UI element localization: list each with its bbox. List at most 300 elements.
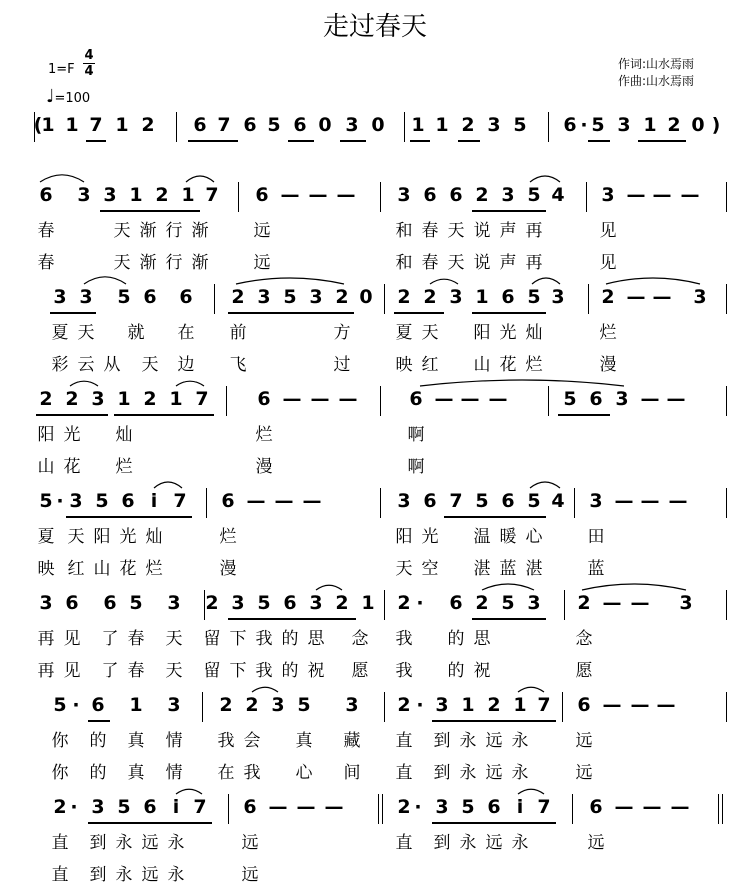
lyric-verse-2: 春: [127, 661, 145, 681]
note: —: [282, 388, 302, 410]
note: —: [602, 694, 622, 716]
lyric-verse-1: 春: [37, 221, 55, 241]
note: 6: [65, 592, 79, 614]
lyric-verse-1: 永: [459, 731, 477, 751]
note: 2: [155, 184, 169, 206]
slur-arc: [154, 476, 182, 490]
bar-line: [726, 488, 727, 518]
note: 1: [181, 184, 195, 206]
lyric-verse-1: 阳: [395, 527, 413, 547]
note: 3: [309, 592, 323, 614]
lyric-verse-1: 和: [395, 221, 413, 241]
meter-bottom: 4: [84, 64, 94, 79]
note: i: [150, 490, 158, 512]
note: 3: [435, 694, 449, 716]
lyric-verse-2: 天: [395, 559, 413, 579]
lyric-verse-2: 的: [447, 661, 465, 681]
slur-arc: [236, 272, 344, 286]
lyric-verse-2: 情: [165, 763, 183, 783]
note: 5: [527, 184, 541, 206]
lyric-verse-1: 光: [499, 323, 517, 343]
note: ): [711, 114, 721, 136]
lyric-verse-1: 的: [89, 731, 107, 751]
note: 6: [423, 490, 437, 512]
lyric-verse-1: 天: [165, 629, 183, 649]
slur-arc: [186, 170, 214, 184]
note: 3: [79, 286, 93, 308]
bar-line: [228, 794, 229, 824]
lyric-verse-2: 心: [295, 763, 313, 783]
beat-underline: [88, 822, 212, 824]
note: —: [668, 490, 688, 512]
lyric-verse-2: 渐: [139, 253, 157, 273]
lyric-verse-2: 在: [217, 763, 235, 783]
lyric-verse-2: 你: [51, 763, 69, 783]
lyric-verse-2: 真: [127, 763, 145, 783]
bar-line: [548, 386, 549, 416]
beat-underline: [394, 312, 444, 314]
note: —: [460, 388, 480, 410]
lyric-verse-1: 远: [575, 731, 593, 751]
lyric-verse-2: 见: [63, 661, 81, 681]
lyric-verse-2: 烂: [145, 559, 163, 579]
note: —: [652, 286, 672, 308]
note: 6: [487, 796, 501, 818]
note: 2: [397, 286, 411, 308]
note: —: [488, 388, 508, 410]
beat-underline: [472, 618, 546, 620]
lyric-verse-2: 漫: [255, 457, 273, 477]
note: 2: [245, 694, 259, 716]
bar-line: [726, 284, 727, 314]
lyric-verse-2: 留: [203, 661, 221, 681]
note: 2: [475, 184, 489, 206]
lyric-verse-2: 映: [395, 355, 413, 375]
note: 6: [293, 114, 307, 136]
lyric-verse-2: 云: [77, 355, 95, 375]
slur-arc: [518, 680, 544, 694]
beat-underline: [88, 720, 110, 722]
lyric-verse-1: 天: [113, 221, 131, 241]
note: ·: [414, 796, 422, 818]
note: 1: [643, 114, 657, 136]
note: 3: [551, 286, 565, 308]
note: 6: [39, 184, 53, 206]
bar-line: [384, 692, 385, 722]
note: ·: [416, 694, 424, 716]
lyric-verse-1: 方: [333, 323, 351, 343]
lyric-verse-2: 见: [599, 253, 617, 273]
note: 6: [91, 694, 105, 716]
lyric-verse-2: 下: [229, 661, 247, 681]
beat-underline: [638, 140, 686, 142]
note: 5: [257, 592, 271, 614]
lyric-verse-2: 到: [89, 865, 107, 885]
note: 1: [129, 184, 143, 206]
lyric-verse-1: 到: [89, 833, 107, 853]
bar-line: [586, 182, 587, 212]
lyric-verse-2: 蓝: [499, 559, 517, 579]
slur-arc: [530, 476, 560, 490]
note: —: [434, 388, 454, 410]
bar-line: [380, 386, 381, 416]
lyric-verse-1: 远: [241, 833, 259, 853]
lyric-verse-2: 我: [255, 661, 273, 681]
lyric-verse-2: 天: [141, 355, 159, 375]
lyric-verse-2: 花: [499, 355, 517, 375]
note: 2: [397, 796, 411, 818]
slur-arc: [176, 374, 204, 388]
note: 5: [95, 490, 109, 512]
note: 2: [39, 388, 53, 410]
lyric-verse-1: 夏: [51, 323, 69, 343]
slur-arc: [582, 578, 686, 592]
note: 5: [475, 490, 489, 512]
bar-line: [380, 488, 381, 518]
slur-arc: [84, 272, 126, 286]
note: 3: [345, 694, 359, 716]
lyric-verse-1: 直: [395, 833, 413, 853]
note: 6: [255, 184, 269, 206]
beat-underline: [410, 140, 430, 142]
bar-line: [176, 112, 177, 142]
note: 3: [91, 796, 105, 818]
note: 6: [143, 796, 157, 818]
note: —: [274, 490, 294, 512]
note: 0: [359, 286, 373, 308]
beat-underline: [472, 210, 546, 212]
lyric-verse-1: 的: [447, 629, 465, 649]
lyric-verse-1: 藏: [343, 731, 361, 751]
lyric-verse-2: 声: [499, 253, 517, 273]
lyric-verse-2: 远: [241, 865, 259, 885]
beat-underline: [588, 140, 610, 142]
note: 7: [449, 490, 463, 512]
lyric-verse-1: 下: [229, 629, 247, 649]
lyric-verse-2: 春: [37, 253, 55, 273]
lyric-verse-1: 烂: [219, 527, 237, 547]
beat-underline: [188, 140, 238, 142]
note: 2: [423, 286, 437, 308]
note: 6: [243, 114, 257, 136]
slur-arc: [420, 374, 624, 388]
note: 3: [103, 184, 117, 206]
note: 2: [143, 388, 157, 410]
note: 3: [679, 592, 693, 614]
bar-line: [574, 488, 575, 518]
bar-line: [382, 794, 383, 824]
bar-line: [206, 488, 207, 518]
note: 1: [475, 286, 489, 308]
beat-underline: [444, 516, 546, 518]
bar-line: [726, 692, 727, 722]
note: —: [336, 184, 356, 206]
note: 7: [193, 796, 207, 818]
lyric-verse-1: 远: [253, 221, 271, 241]
slur-arc: [482, 578, 534, 592]
note: 5: [267, 114, 281, 136]
note: —: [338, 388, 358, 410]
note: 3: [435, 796, 449, 818]
note: 5: [283, 286, 297, 308]
lyric-verse-1: 天: [77, 323, 95, 343]
note: 2: [475, 592, 489, 614]
song-title: 走过春天: [322, 12, 427, 42]
note: 3: [601, 184, 615, 206]
note: 5: [527, 286, 541, 308]
slur-arc: [40, 170, 84, 184]
note: 2: [397, 694, 411, 716]
lyric-verse-2: 烂: [525, 355, 543, 375]
lyric-verse-2: 漫: [599, 355, 617, 375]
lyric-verse-1: 光: [119, 527, 137, 547]
lyric-verse-1: 说: [473, 221, 491, 241]
lyric-verse-1: 思: [307, 629, 325, 649]
note: —: [626, 286, 646, 308]
tempo-value: =100: [54, 91, 91, 106]
lyric-verse-1: 再: [525, 221, 543, 241]
bar-line: [226, 386, 227, 416]
lyric-verse-1: 渐: [139, 221, 157, 241]
lyric-verse-1: 阳: [93, 527, 111, 547]
lyric-verse-2: 远: [485, 763, 503, 783]
note: i: [516, 796, 524, 818]
lyric-verse-1: 温: [473, 527, 491, 547]
quarter-note-icon: ♩: [46, 86, 55, 107]
lyric-verse-2: 天: [113, 253, 131, 273]
lyric-verse-1: 见: [63, 629, 81, 649]
note: 2: [397, 592, 411, 614]
note: 3: [53, 286, 67, 308]
note: 5: [129, 592, 143, 614]
note: 3: [167, 694, 181, 716]
note: 3: [231, 592, 245, 614]
lyric-verse-2: 啊: [407, 457, 425, 477]
lyric-verse-2: 说: [473, 253, 491, 273]
lyricist-credit: 作词:山水焉雨: [618, 57, 695, 71]
note: —: [666, 388, 686, 410]
beat-underline: [432, 822, 556, 824]
bar-line: [384, 284, 385, 314]
lyric-verse-2: 和: [395, 253, 413, 273]
beat-underline: [288, 140, 314, 142]
note: 2: [65, 388, 79, 410]
beat-underline: [36, 414, 108, 416]
note: ·: [72, 694, 80, 716]
note: 5: [297, 694, 311, 716]
note: 2: [487, 694, 501, 716]
lyric-verse-2: 边: [177, 355, 195, 375]
lyric-verse-1: 远: [485, 833, 503, 853]
lyric-verse-1: 阳: [37, 425, 55, 445]
lyric-verse-2: 山: [37, 457, 55, 477]
lyric-verse-1: 真: [127, 731, 145, 751]
note: 5: [117, 286, 131, 308]
tempo-marking: [46, 86, 90, 107]
lyric-verse-2: 到: [433, 763, 451, 783]
note: ·: [416, 592, 424, 614]
lyric-verse-1: 就: [127, 323, 145, 343]
key-signature: 1=F: [48, 62, 75, 77]
lyric-verse-2: 彩: [51, 355, 69, 375]
lyric-verse-1: 的: [281, 629, 299, 649]
lyric-verse-2: 花: [119, 559, 137, 579]
lyric-verse-2: 永: [511, 763, 529, 783]
note: 3: [39, 592, 53, 614]
note: 2: [601, 286, 615, 308]
note: 2: [219, 694, 233, 716]
lyric-verse-1: 你: [51, 731, 69, 751]
note: 2: [577, 592, 591, 614]
lyric-verse-2: 山: [93, 559, 111, 579]
lyric-verse-1: 真: [295, 731, 313, 751]
lyric-verse-1: 我: [395, 629, 413, 649]
note: 0: [371, 114, 385, 136]
bar-line: [726, 386, 727, 416]
note: 3: [501, 184, 515, 206]
beat-underline: [66, 516, 192, 518]
lyric-verse-1: 念: [351, 629, 369, 649]
note: 6: [501, 490, 515, 512]
note: 1: [361, 592, 375, 614]
note: 6: [501, 286, 515, 308]
note: 5: [461, 796, 475, 818]
bar-line: [564, 590, 565, 620]
note: —: [630, 694, 650, 716]
note: —: [680, 184, 700, 206]
meter-top: 4: [84, 48, 94, 63]
lyric-verse-1: 阳: [473, 323, 491, 343]
lyric-verse-1: 春: [421, 221, 439, 241]
note: —: [670, 796, 690, 818]
lyric-verse-1: 天: [421, 323, 439, 343]
lyric-verse-1: 情: [165, 731, 183, 751]
beat-underline: [228, 618, 356, 620]
beat-underline: [340, 140, 366, 142]
note: 1: [65, 114, 79, 136]
note: 3: [91, 388, 105, 410]
lyric-verse-2: 再: [37, 661, 55, 681]
note: 3: [397, 184, 411, 206]
lyric-verse-1: 到: [433, 731, 451, 751]
lyric-verse-1: 啊: [407, 425, 425, 445]
lyric-verse-1: 灿: [525, 323, 543, 343]
lyric-verse-1: 到: [433, 833, 451, 853]
lyric-verse-1: 永: [511, 833, 529, 853]
beat-underline: [228, 312, 354, 314]
lyric-verse-1: 远: [485, 731, 503, 751]
bar-line: [404, 112, 405, 142]
lyric-verse-1: 光: [63, 425, 81, 445]
note: 7: [537, 796, 551, 818]
bar-line: [726, 590, 727, 620]
note: 6: [423, 184, 437, 206]
note: —: [614, 490, 634, 512]
note: 2: [231, 286, 245, 308]
lyric-verse-1: 我: [255, 629, 273, 649]
note: 3: [167, 592, 181, 614]
bar-line: [726, 182, 727, 212]
lyric-verse-2: 飞: [229, 355, 247, 375]
note: 3: [69, 490, 83, 512]
slur-arc: [70, 374, 98, 388]
note: —: [280, 184, 300, 206]
bar-line: [384, 590, 385, 620]
note: 4: [551, 490, 565, 512]
note: —: [324, 796, 344, 818]
note: 4: [551, 184, 565, 206]
lyric-verse-2: 我: [243, 763, 261, 783]
note: 0: [318, 114, 332, 136]
bar-line: [380, 182, 381, 212]
bar-line: [204, 590, 205, 620]
note: 3: [449, 286, 463, 308]
lyric-verse-1: 远: [587, 833, 605, 853]
note: 1: [129, 694, 143, 716]
note: i: [172, 796, 180, 818]
note: 1: [435, 114, 449, 136]
lyric-verse-1: 在: [177, 323, 195, 343]
credits: [618, 56, 694, 90]
lyric-verse-1: 会: [243, 731, 261, 751]
lyric-verse-2: 天: [447, 253, 465, 273]
lyric-verse-1: 远: [141, 833, 159, 853]
note: ·: [580, 114, 588, 136]
lyric-verse-1: 我: [217, 731, 235, 751]
note: 6: [589, 796, 603, 818]
slur-arc: [530, 170, 560, 184]
note: 1: [513, 694, 527, 716]
lyric-verse-1: 思: [473, 629, 491, 649]
note: —: [308, 184, 328, 206]
note: —: [310, 388, 330, 410]
note: (: [33, 114, 43, 136]
note: 6: [121, 490, 135, 512]
lyric-verse-2: 行: [165, 253, 183, 273]
note: 6: [221, 490, 235, 512]
note: —: [246, 490, 266, 512]
lyric-verse-2: 愿: [351, 661, 369, 681]
note: 3: [487, 114, 501, 136]
bar-line: [722, 794, 723, 824]
lyric-verse-1: 灿: [145, 527, 163, 547]
slur-arc: [176, 782, 202, 796]
note: 5: [53, 694, 67, 716]
lyric-verse-1: 直: [51, 833, 69, 853]
lyric-verse-1: 永: [167, 833, 185, 853]
lyric-verse-2: 远: [141, 865, 159, 885]
note: —: [640, 388, 660, 410]
bar-line: [572, 794, 573, 824]
bar-line: [214, 284, 215, 314]
note: —: [630, 592, 650, 614]
bar-line: [588, 284, 589, 314]
note: —: [302, 490, 322, 512]
lyric-verse-2: 了: [101, 661, 119, 681]
note: 3: [693, 286, 707, 308]
beat-underline: [86, 140, 106, 142]
beat-underline: [432, 720, 556, 722]
lyric-verse-1: 永: [511, 731, 529, 751]
note: 2: [335, 592, 349, 614]
note: ·: [56, 490, 64, 512]
lyric-verse-1: 前: [229, 323, 247, 343]
lyric-verse-2: 从: [103, 355, 121, 375]
lyric-verse-2: 愿: [575, 661, 593, 681]
lyric-verse-2: 花: [63, 457, 81, 477]
note: 5: [563, 388, 577, 410]
lyric-verse-1: 永: [459, 833, 477, 853]
